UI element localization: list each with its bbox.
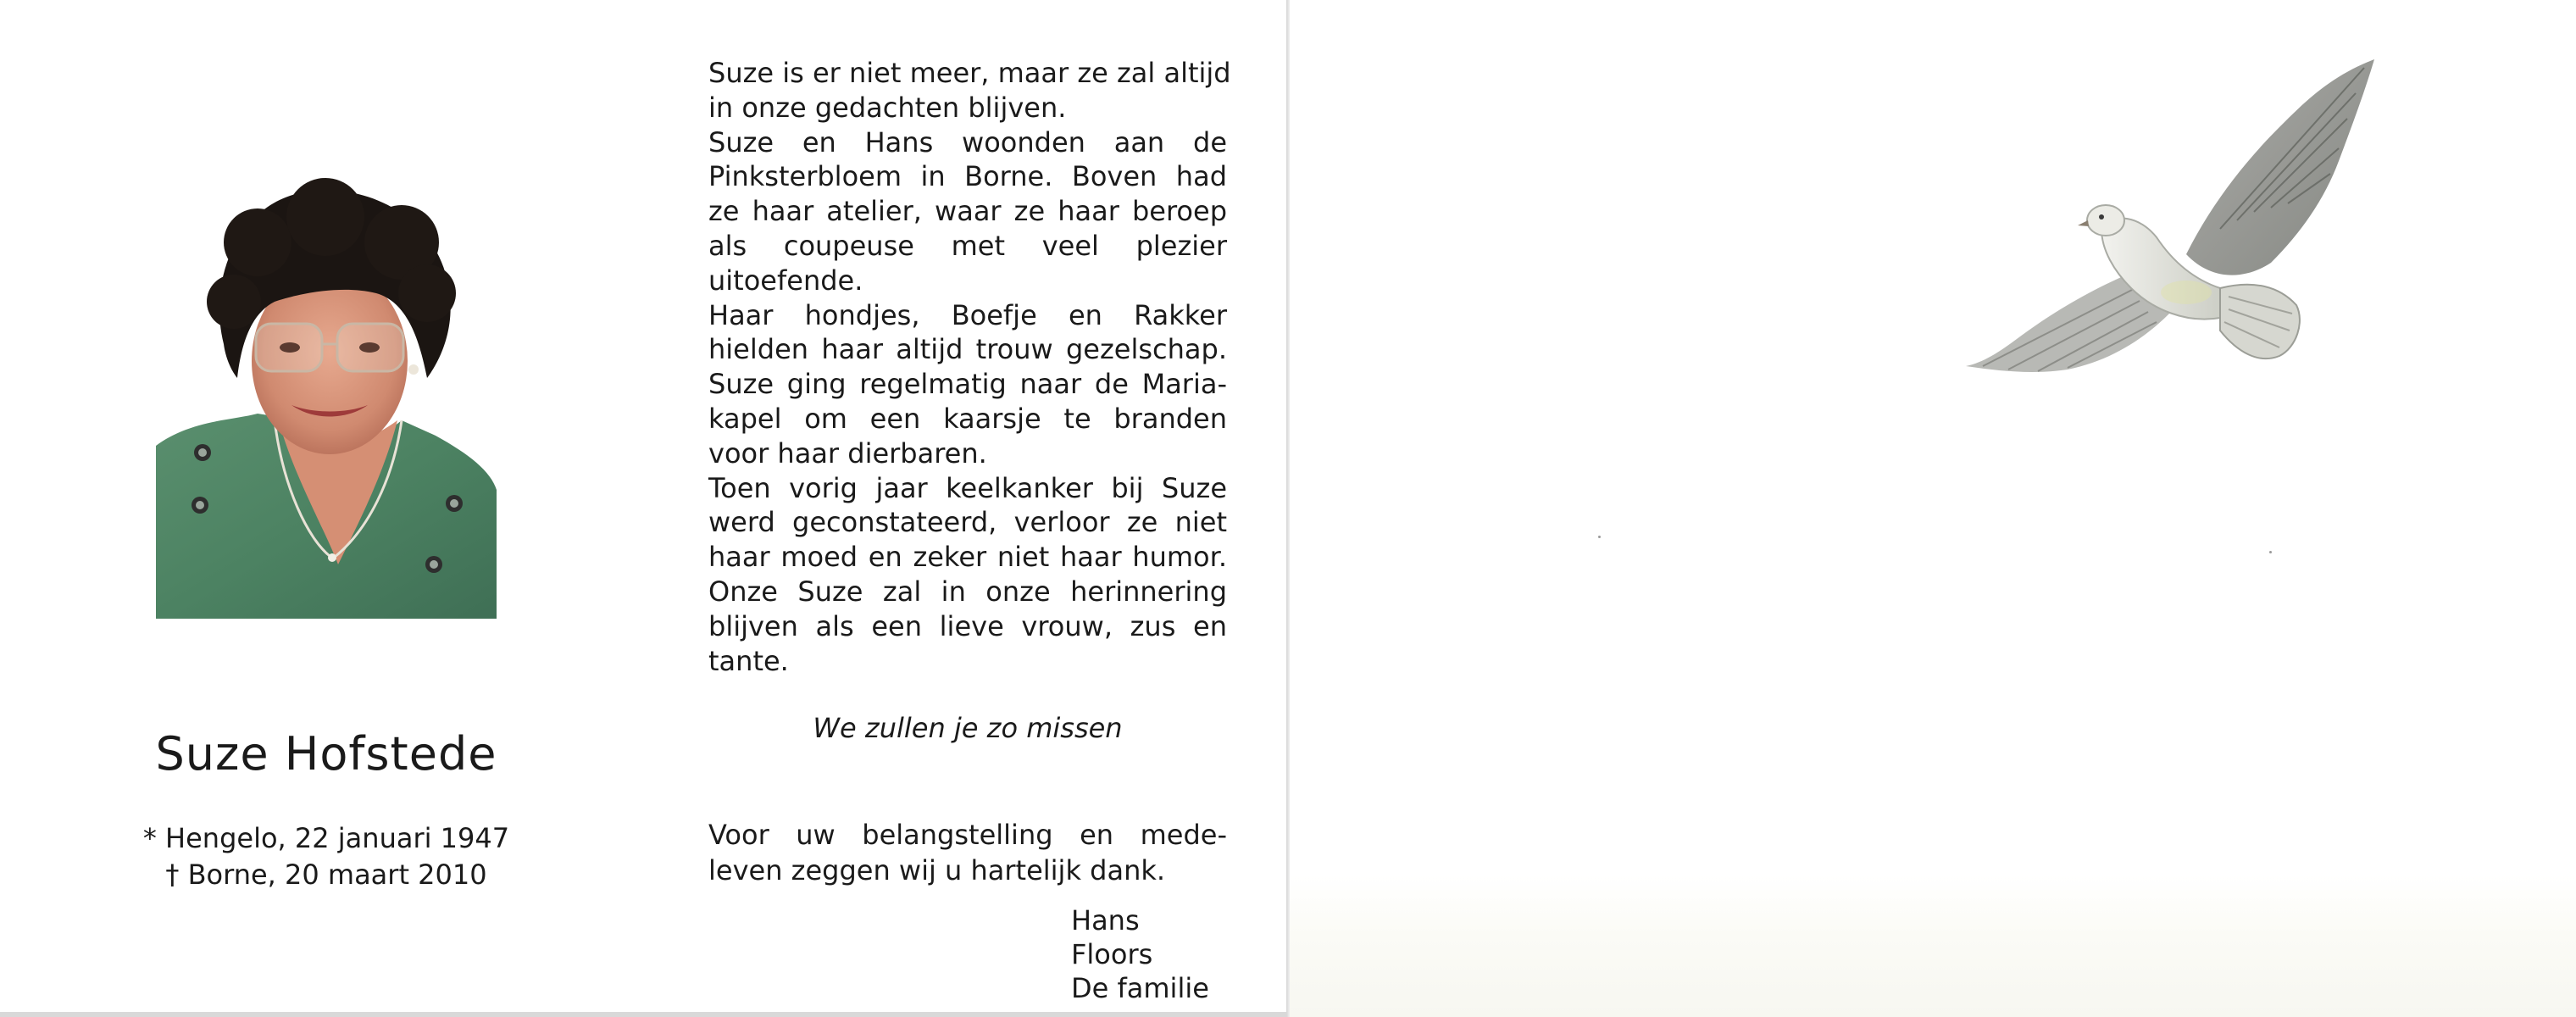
text-line: werd geconstateerd, verloor ze niet [708, 506, 1227, 539]
text-line: Suze ging regelmatig naar de Maria- [708, 368, 1227, 401]
text-line: tante. [708, 644, 789, 677]
dove-drawing-icon [1966, 59, 2390, 415]
text-line: blijven als een lieve vrouw, zus en [708, 609, 1227, 642]
memorial-text [708, 56, 1231, 678]
thanks-text [708, 817, 1227, 888]
text-line: Onze Suze zal in onze herinnering [708, 575, 1227, 608]
card-bottom-edge [0, 1012, 1286, 1017]
text-line: hielden haar altijd trouw gezelschap. [708, 333, 1227, 366]
closing-line: We zullen je zo missen [813, 712, 1123, 744]
text-line: Toen vorig jaar keelkanker bij Suze [708, 471, 1227, 504]
signature [932, 903, 1225, 1005]
thanks-line: leven zeggen wij u hartelijk dank. [708, 854, 1166, 886]
deceased-name: Suze Hofstede [155, 727, 497, 781]
text-line: kapel om een kaarsje te branden [708, 402, 1227, 435]
text-line: Pinksterbloem in Borne. Boven had [708, 160, 1227, 193]
signature-line: Hans Floors [1071, 904, 1153, 970]
signature-line: De familie [1071, 972, 1209, 1004]
portrait-photo [156, 166, 497, 619]
birth-line: * Hengelo, 22 januari 1947 [142, 822, 510, 854]
text-line: voor haar dierbaren. [708, 436, 987, 470]
text-line: Haar hondjes, Boefje en Rakker [708, 298, 1227, 331]
text-line: in onze gedachten blijven. [708, 91, 1067, 124]
death-line: † Borne, 20 maart 2010 [165, 859, 487, 891]
text-line: Suze is er niet meer, maar ze zal altijd [708, 57, 1231, 89]
paper-speck [1598, 536, 1601, 538]
text-line: uitoefende. [708, 264, 863, 297]
text-line: haar moed en zeker niet haar humor. [708, 541, 1227, 574]
paper-speck [2269, 551, 2272, 553]
life-dates [93, 820, 559, 893]
text-line: Suze en Hans woonden aan de [708, 125, 1227, 158]
text-line: als coupeuse met veel plezier [708, 229, 1227, 262]
text-line: ze haar atelier, waar ze haar beroep [708, 195, 1227, 228]
thanks-line: Voor uw belangstelling en mede- [708, 819, 1227, 851]
left-card-panel [0, 0, 1286, 1012]
